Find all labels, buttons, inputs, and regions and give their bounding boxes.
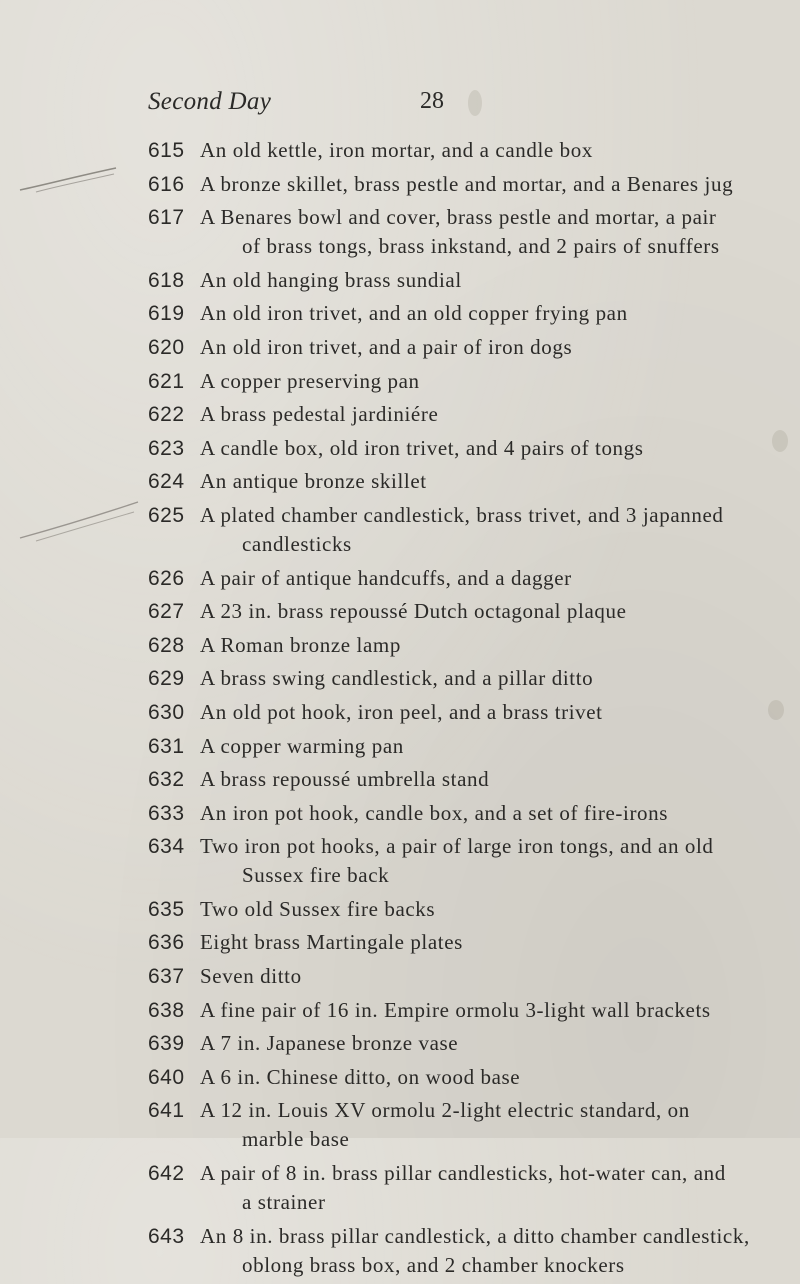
lot-number: 628 <box>148 633 185 657</box>
lot-entry <box>148 367 788 396</box>
lot-description-line: Two iron pot hooks, a pair of large iron tongs, and an old <box>200 834 714 859</box>
lot-description <box>200 299 788 328</box>
lot-entry <box>148 664 788 693</box>
lot-entry <box>148 1063 788 1092</box>
lot-description-line: An old iron trivet, and an old copper frying pan <box>200 301 628 326</box>
lot-description <box>200 765 788 794</box>
lot-entry <box>148 895 788 924</box>
lot-description <box>200 501 788 559</box>
lot-description <box>200 170 788 199</box>
lot-entry <box>148 732 788 761</box>
page-header <box>148 88 628 118</box>
lot-description-line: A candle box, old iron trivet, and 4 pairs of tongs <box>200 435 644 460</box>
lot-number: 619 <box>148 302 185 326</box>
lot-number: 622 <box>148 403 185 427</box>
lot-description-line: An antique bronze skillet <box>200 469 427 494</box>
lot-description <box>200 928 788 957</box>
lot-description-line: A brass pedestal jardiniére <box>200 402 439 427</box>
lot-entry <box>148 631 788 660</box>
lot-entry <box>148 266 788 295</box>
lot-number: 638 <box>148 998 185 1022</box>
lot-description <box>200 266 788 295</box>
lot-number: 639 <box>148 1032 185 1056</box>
lot-description <box>200 832 788 890</box>
lot-description-line: A brass repoussé umbrella stand <box>200 767 490 792</box>
lot-entry <box>148 564 788 593</box>
lot-number: 620 <box>148 335 185 359</box>
lot-description-line: A 12 in. Louis XV ormolu 2-light electric standard, on <box>200 1098 690 1123</box>
lot-description <box>200 564 788 593</box>
lot-number: 617 <box>148 206 185 230</box>
lot-number: 627 <box>148 600 185 624</box>
lot-description <box>200 467 788 496</box>
pencil-stroke-mark <box>18 162 168 194</box>
lot-description-line: A Benares bowl and cover, brass pestle and mortar, a pair <box>200 205 717 230</box>
lot-description-continuation: candlesticks <box>242 531 352 556</box>
lot-description <box>200 597 788 626</box>
lot-description-line: Two old Sussex fire backs <box>200 896 436 921</box>
lot-description-line: A bronze skillet, brass pestle and mortar, and a Benares jug <box>200 171 734 196</box>
lot-description <box>200 367 788 396</box>
lot-entry <box>148 1096 788 1154</box>
lot-description-line: An old hanging brass sundial <box>200 267 462 292</box>
lot-entry <box>148 962 788 991</box>
lot-entry <box>148 765 788 794</box>
lot-description-line: An 8 in. brass pillar candlestick, a ditto chamber candlestick, <box>200 1223 750 1248</box>
lot-description-line: A copper preserving pan <box>200 368 420 393</box>
lot-description-line: An old kettle, iron mortar, and a candle box <box>200 138 593 162</box>
lot-number: 626 <box>148 566 185 590</box>
lot-description-line: A copper warming pan <box>200 733 404 758</box>
lot-description-line: A brass swing candlestick, and a pillar ditto <box>200 666 594 691</box>
lot-number: 635 <box>148 897 185 921</box>
lot-description-continuation: a strainer <box>242 1190 326 1215</box>
lot-description <box>200 333 788 362</box>
lot-description <box>200 664 788 693</box>
lot-entry <box>148 333 788 362</box>
lot-description <box>200 962 788 991</box>
lot-number: 643 <box>148 1224 185 1248</box>
lot-description-line: Eight brass Martingale plates <box>200 930 463 955</box>
lot-number: 634 <box>148 835 185 859</box>
lot-number: 616 <box>148 172 185 196</box>
lot-list <box>148 136 788 1284</box>
lot-description <box>200 1063 788 1092</box>
lot-number: 630 <box>148 700 185 724</box>
page-number: 28 <box>420 88 444 114</box>
lot-description <box>200 1159 788 1217</box>
lot-description-line: A Roman bronze lamp <box>200 632 401 657</box>
lot-number: 623 <box>148 436 185 460</box>
lot-number: 631 <box>148 734 185 758</box>
lot-number: 640 <box>148 1065 185 1089</box>
lot-entry <box>148 170 788 199</box>
lot-entry <box>148 299 788 328</box>
lot-description-line: A fine pair of 16 in. Empire ormolu 3-light wall brackets <box>200 997 711 1022</box>
lot-entry <box>148 1222 788 1280</box>
lot-description-line: Seven ditto <box>200 964 302 989</box>
lot-entry <box>148 501 788 559</box>
section-title: Second Day <box>148 88 272 115</box>
lot-description-line: A 23 in. brass repoussé Dutch octagonal plaque <box>200 599 627 624</box>
lot-entry <box>148 799 788 828</box>
lot-description <box>200 434 788 463</box>
lot-description-line: A 6 in. Chinese ditto, on wood base <box>200 1064 521 1089</box>
lot-description-line: A pair of 8 in. brass pillar candlesticks, hot-water can, and <box>200 1161 726 1186</box>
lot-entry <box>148 597 788 626</box>
lot-description <box>200 400 788 429</box>
lot-number: 618 <box>148 268 185 292</box>
lot-description <box>200 1096 788 1154</box>
lot-description-line: A plated chamber candlestick, brass trivet, and 3 japanned <box>200 502 724 527</box>
lot-number: 621 <box>148 369 185 393</box>
pencil-stroke-mark <box>16 498 146 543</box>
lot-description <box>200 136 788 165</box>
lot-description-continuation: of brass tongs, brass inkstand, and 2 pairs of snuffers <box>242 234 720 259</box>
lot-description <box>200 631 788 660</box>
lot-description-line: An old pot hook, iron peel, and a brass trivet <box>200 699 603 724</box>
lot-number: 637 <box>148 965 185 989</box>
lot-description-continuation: oblong brass box, and 2 chamber knockers <box>242 1252 625 1277</box>
lot-entry <box>148 832 788 890</box>
lot-number: 632 <box>148 768 185 792</box>
lot-description <box>200 732 788 761</box>
lot-entry <box>148 203 788 261</box>
lot-description-line: An iron pot hook, candle box, and a set of fire-irons <box>200 800 669 825</box>
lot-number: 624 <box>148 470 185 494</box>
lot-entry <box>148 996 788 1025</box>
lot-description-continuation: marble base <box>242 1127 350 1152</box>
lot-entry <box>148 136 788 165</box>
lot-entry <box>148 928 788 957</box>
lot-number: 633 <box>148 801 185 825</box>
lot-description <box>200 996 788 1025</box>
lot-number: 636 <box>148 931 185 955</box>
lot-description-line: A pair of antique handcuffs, and a dagger <box>200 565 572 590</box>
lot-number: 629 <box>148 667 185 691</box>
lot-number: 641 <box>148 1099 185 1123</box>
lot-entry <box>148 698 788 727</box>
lot-number: 625 <box>148 503 185 527</box>
lot-description-line: An old iron trivet, and a pair of iron dogs <box>200 334 573 359</box>
lot-entry <box>148 434 788 463</box>
lot-description <box>200 799 788 828</box>
lot-description <box>200 203 788 261</box>
lot-description <box>200 1222 788 1280</box>
lot-description-line: A 7 in. Japanese bronze vase <box>200 1031 459 1056</box>
lot-description <box>200 895 788 924</box>
lot-entry <box>148 467 788 496</box>
lot-entry <box>148 400 788 429</box>
lot-description-continuation: Sussex fire back <box>242 863 390 888</box>
lot-number: 615 <box>148 139 185 162</box>
lot-entry <box>148 1029 788 1058</box>
lot-entry <box>148 1159 788 1217</box>
lot-number: 642 <box>148 1162 185 1186</box>
lot-description <box>200 1029 788 1058</box>
lot-description <box>200 698 788 727</box>
